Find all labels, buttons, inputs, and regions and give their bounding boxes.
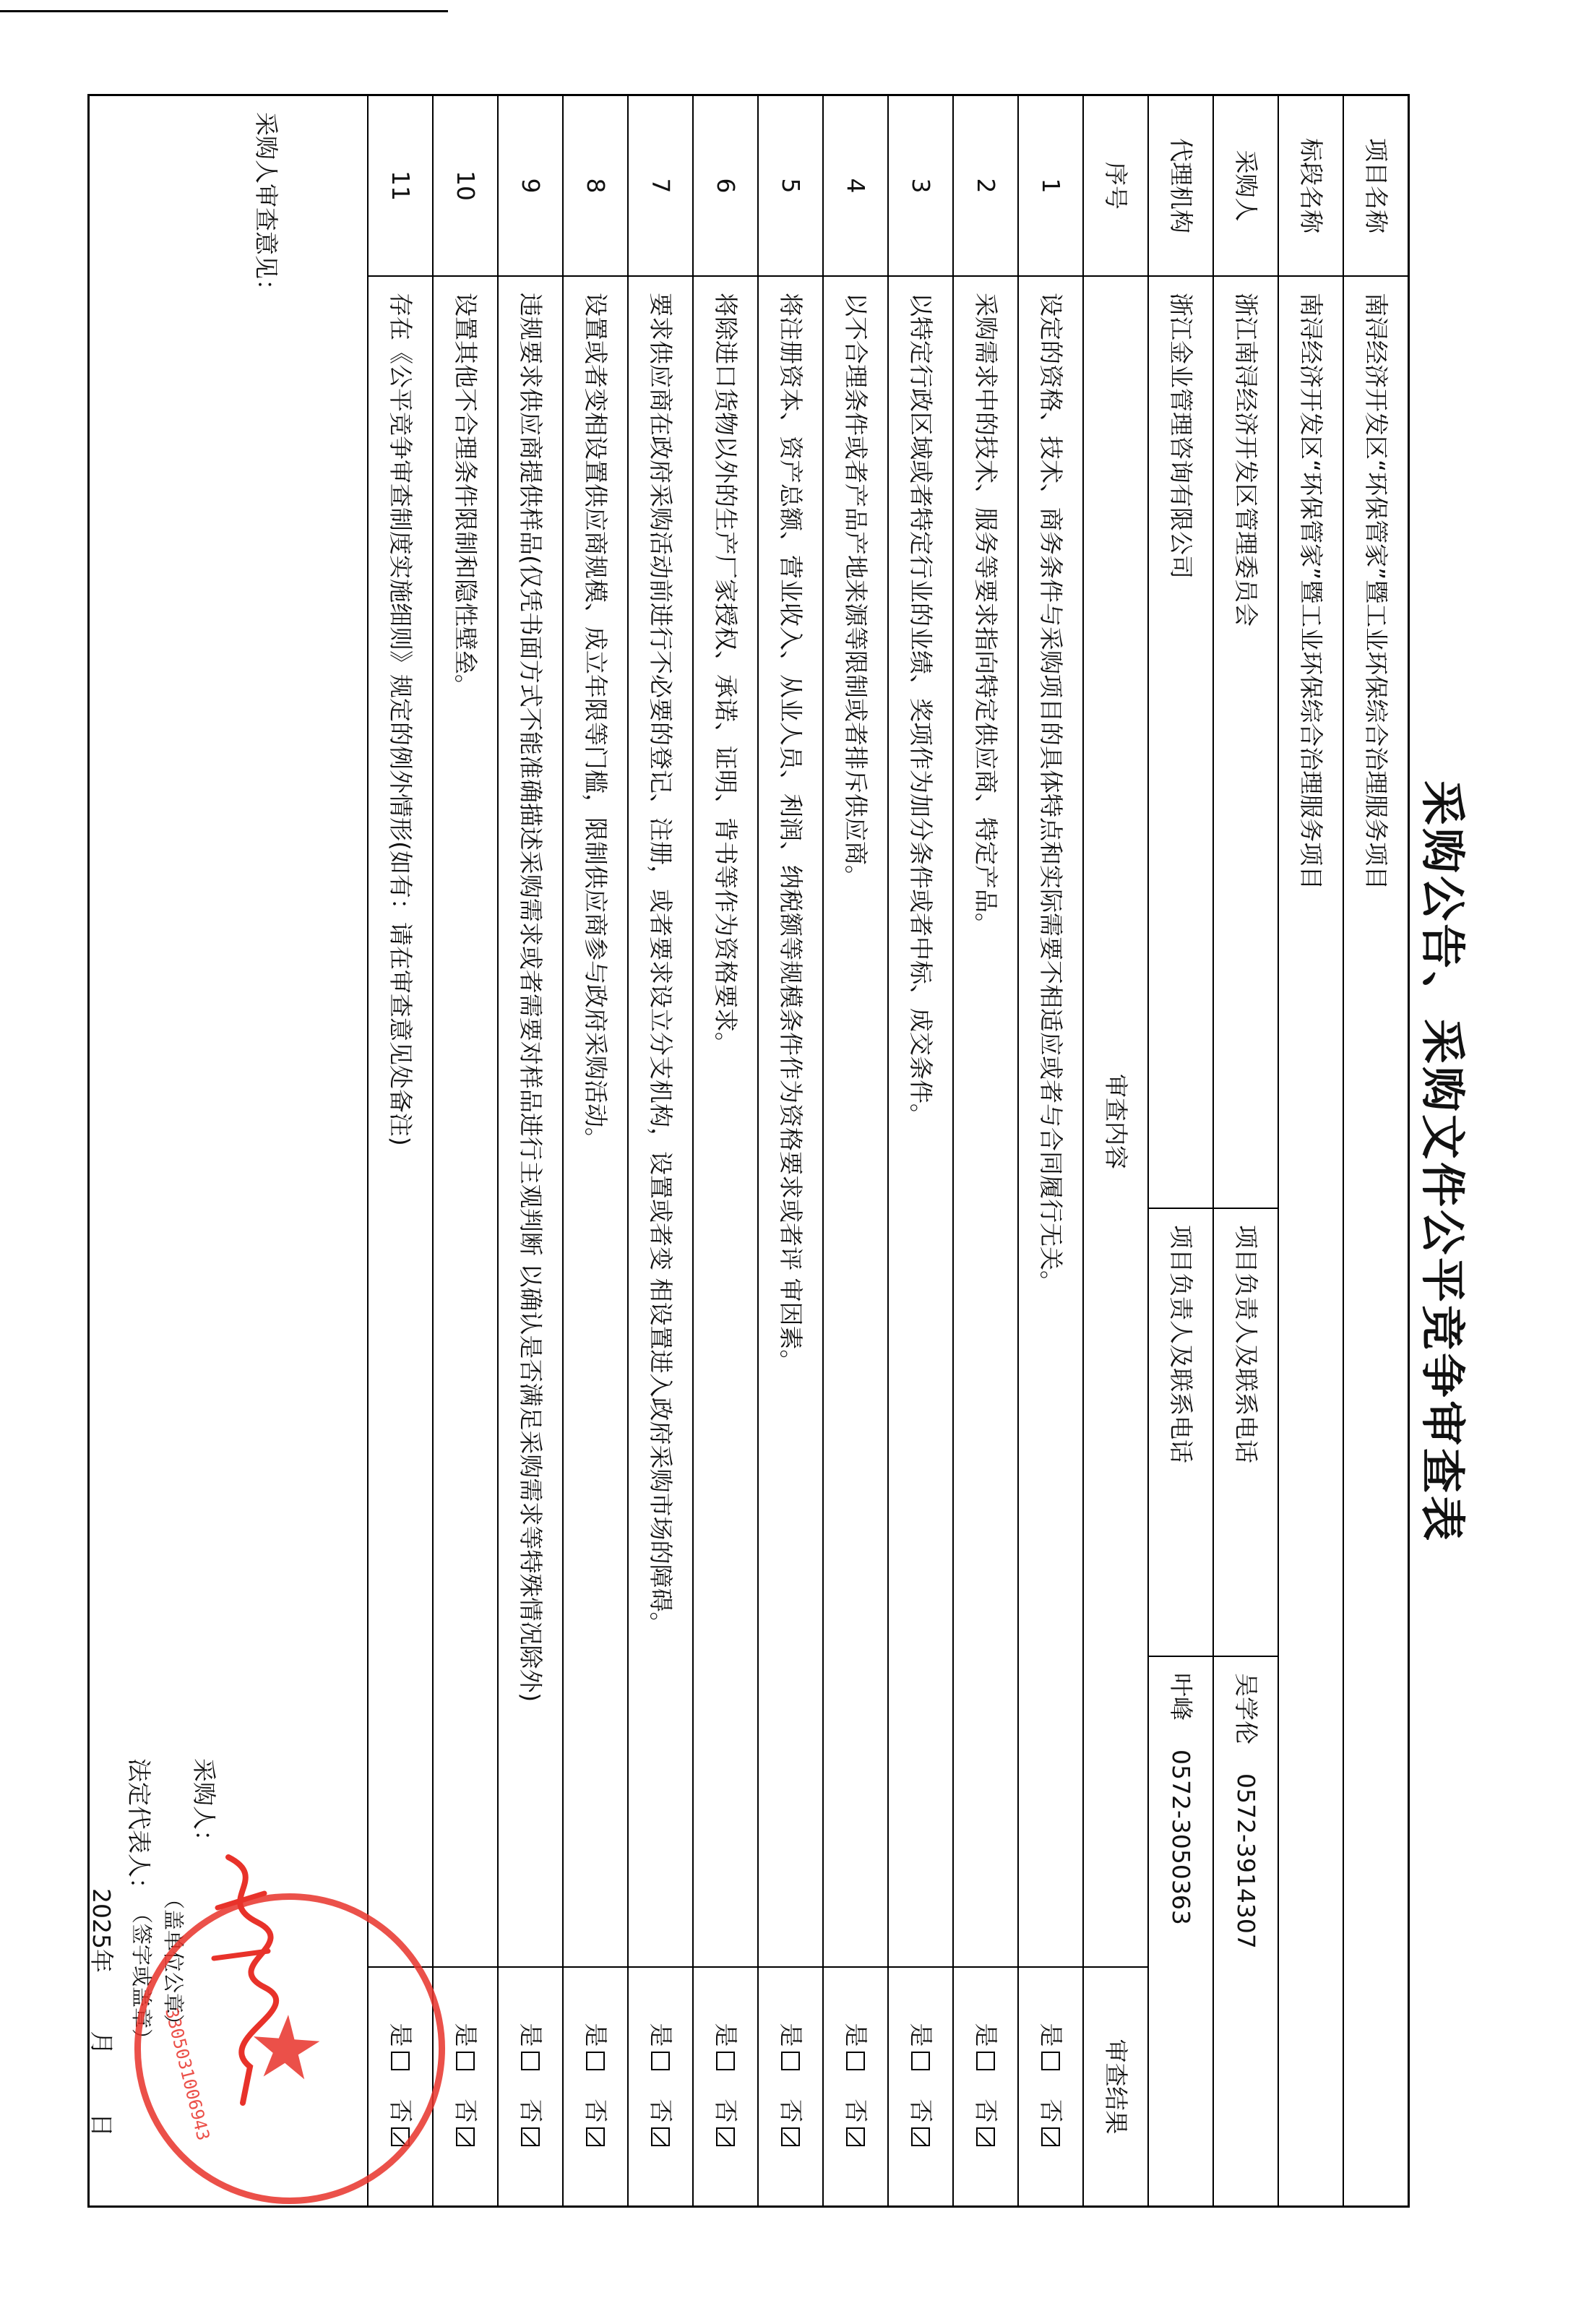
result-no-label: 否 [906,2099,935,2123]
result-no-label: 否 [711,2099,740,2123]
item-content: 以特定行政区域或者特定行业的业绩、奖项作为加分条件或者中标、成交条件。 [889,277,952,1968]
result-yes-label: 是 [776,2023,805,2047]
table-row [627,96,692,2205]
item-seq: 8 [564,96,627,277]
item-content: 采购需求中的技术、服务等要求指向特定供应商、特定产品。 [954,277,1017,1968]
result-no-checkbox[interactable] [911,2127,930,2146]
result-yes-checkbox[interactable] [716,2052,735,2070]
table-row-lot-name [1278,96,1343,2205]
header-seq: 序号 [1084,96,1147,277]
item-content: 将注册资本、资产总额、营业收入、从业人员、利润、纳税额等规模条件作为资格要求或者评 审因素。 [759,277,822,1968]
item-result [759,1968,822,2205]
result-yes-checkbox[interactable] [846,2052,865,2070]
result-yes-label: 是 [386,2023,415,2047]
item-result [434,1968,497,2205]
seal-number: 3305031006943 [161,2005,214,2143]
purchaser-contact-label: 项目负责人及联系电话 [1214,1209,1278,1657]
result-yes-checkbox[interactable] [586,2052,605,2070]
result-no-checkbox[interactable] [586,2127,605,2146]
item-content: 设定的资格、技术、商务条件与采购项目的具体特点和实际需要不相适应或者与合同履行无关。 [1019,277,1082,1968]
lot-name-label: 标段名称 [1279,96,1343,277]
agency-contact-phone: 0572-3050363 [1166,1750,1195,1925]
project-name-label: 项目名称 [1344,96,1408,277]
result-yes-label: 是 [451,2023,480,2047]
result-yes-label: 是 [971,2023,1000,2047]
item-seq: 9 [499,96,562,277]
table-row [497,96,562,2205]
result-yes-label: 是 [516,2023,545,2047]
sign-date [86,1888,120,2137]
purchaser-contact-name: 吴学伦 [1231,1673,1260,1744]
result-no-label: 否 [451,2099,480,2123]
sign-hint: （签字或盖章） [129,1903,154,2050]
item-result [694,1968,757,2205]
item-result [889,1968,952,2205]
opinion-label: 采购人审查意见： [252,112,280,303]
table-row [952,96,1017,2205]
result-yes-label: 是 [1036,2023,1065,2047]
agency-value: 浙江金业管理咨询有限公司 [1149,277,1212,1209]
purchaser-value: 浙江南浔经济开发区管理委员会 [1214,277,1278,1209]
item-result [564,1968,627,2205]
result-no-label: 否 [841,2099,870,2123]
item-seq: 5 [759,96,822,277]
page-title: 采购公告、采购文件公平竞争审查表 [1416,780,1469,1544]
agency-contact-label: 项目负责人及联系电话 [1149,1209,1212,1657]
result-yes-checkbox[interactable] [1041,2052,1060,2070]
result-yes-label: 是 [906,2023,935,2047]
table-row [887,96,952,2205]
legal-rep-label: 法定代表人： [125,1758,153,1901]
lot-name-value: 南浔经济开发区“环保管家”暨工业环保综合治理服务项目 [1296,293,1325,890]
result-yes-label: 是 [841,2023,870,2047]
item-seq: 10 [434,96,497,277]
date-year: 2025 [87,1888,116,1949]
item-seq: 3 [889,96,952,277]
result-yes-label: 是 [711,2023,740,2047]
item-result [824,1968,887,2205]
result-no-checkbox[interactable] [521,2127,540,2146]
item-result [1019,1968,1082,2205]
item-content: 以不合理条件或者产品产地来源等限制或者排斥供应商。 [824,277,887,1968]
result-no-label: 否 [581,2099,610,2123]
item-result [629,1968,692,2205]
result-no-checkbox[interactable] [976,2127,995,2146]
item-seq: 11 [369,96,432,277]
item-content: 存在《公平竞争审查制度实施细则》规定的例外情形(如有：请在审查意见处备注) [369,277,432,1968]
item-result [499,1968,562,2205]
agency-label: 代理机构 [1149,96,1212,277]
table-row [1017,96,1082,2205]
item-seq: 7 [629,96,692,277]
result-no-checkbox[interactable] [456,2127,475,2146]
result-no-checkbox[interactable] [1041,2127,1060,2146]
result-no-label: 否 [1036,2099,1065,2123]
result-yes-checkbox[interactable] [651,2052,670,2070]
table-row [562,96,627,2205]
table-row [757,96,822,2205]
table-row [432,96,497,2205]
header-content: 审查内容 [1084,277,1147,1968]
item-seq: 2 [954,96,1017,277]
result-no-label: 否 [516,2099,545,2123]
agency-contact [1149,1657,1212,2205]
seal-star-icon: ★ [229,1999,346,2099]
result-no-checkbox[interactable] [651,2127,670,2146]
agency-contact-name: 叶峰 [1166,1673,1195,1721]
item-content: 设置或者变相设置供应商规模、成立年限等门槛，限制供应商参与政府采购活动。 [564,277,627,1968]
date-day-suffix: 日 [87,2112,116,2137]
result-no-checkbox[interactable] [781,2127,800,2146]
purchaser-contact [1214,1657,1278,2205]
item-content: 要求供应商在政府采购活动前进行不必要的登记、注册，或者要求设立分支机构，设置或者变 相设置进入政府采购市场的障碍。 [629,277,692,1968]
result-no-checkbox[interactable] [716,2127,735,2146]
stamp-hint: （盖单位公章） [161,1888,186,2036]
result-yes-label: 是 [646,2023,675,2047]
purchaser-sign-label: 采购人： [190,1758,218,1854]
result-yes-checkbox[interactable] [781,2052,800,2070]
header-result: 审查结果 [1101,2039,1130,2135]
result-yes-checkbox[interactable] [456,2052,475,2070]
item-seq: 4 [824,96,887,277]
item-seq: 1 [1019,96,1082,277]
item-seq: 6 [694,96,757,277]
item-result [954,1968,1017,2205]
result-no-label: 否 [646,2099,675,2123]
result-yes-checkbox[interactable] [976,2052,995,2070]
table-row [822,96,887,2205]
table-row-purchaser [1212,96,1278,2205]
project-name-value: 南浔经济开发区“环保管家”暨工业环保综合治理服务项目 [1361,293,1390,890]
purchaser-contact-phone: 0572-3914307 [1231,1773,1260,1949]
result-yes-checkbox[interactable] [911,2052,930,2070]
result-no-label: 否 [776,2099,805,2123]
table-row-agency [1147,96,1212,2205]
item-content: 违规要求供应商提供样品(仅凭书面方式不能准确描述采购需求或者需要对样品进行主观判断 以确认是否满足采购需求等特殊情况除外) [499,277,562,1968]
result-no-label: 否 [971,2099,1000,2123]
table-row [692,96,757,2205]
date-year-suffix: 年 [87,1948,116,1973]
table-header-row [1082,96,1147,2205]
purchaser-label: 采购人 [1214,96,1278,277]
result-no-checkbox[interactable] [846,2127,865,2146]
result-yes-label: 是 [581,2023,610,2047]
result-yes-checkbox[interactable] [521,2052,540,2070]
table-row [367,96,432,2205]
item-content: 将除进口货物以外的生产厂家授权、承诺、证明、背书等作为资格要求。 [694,277,757,1968]
date-month-suffix: 月 [87,2031,116,2055]
handwritten-signature [199,1850,286,2110]
result-no-label: 否 [386,2099,415,2123]
item-content: 设置其他不合理条件限制和隐性壁垒。 [434,277,497,1968]
table-row-project-name [1343,96,1408,2205]
